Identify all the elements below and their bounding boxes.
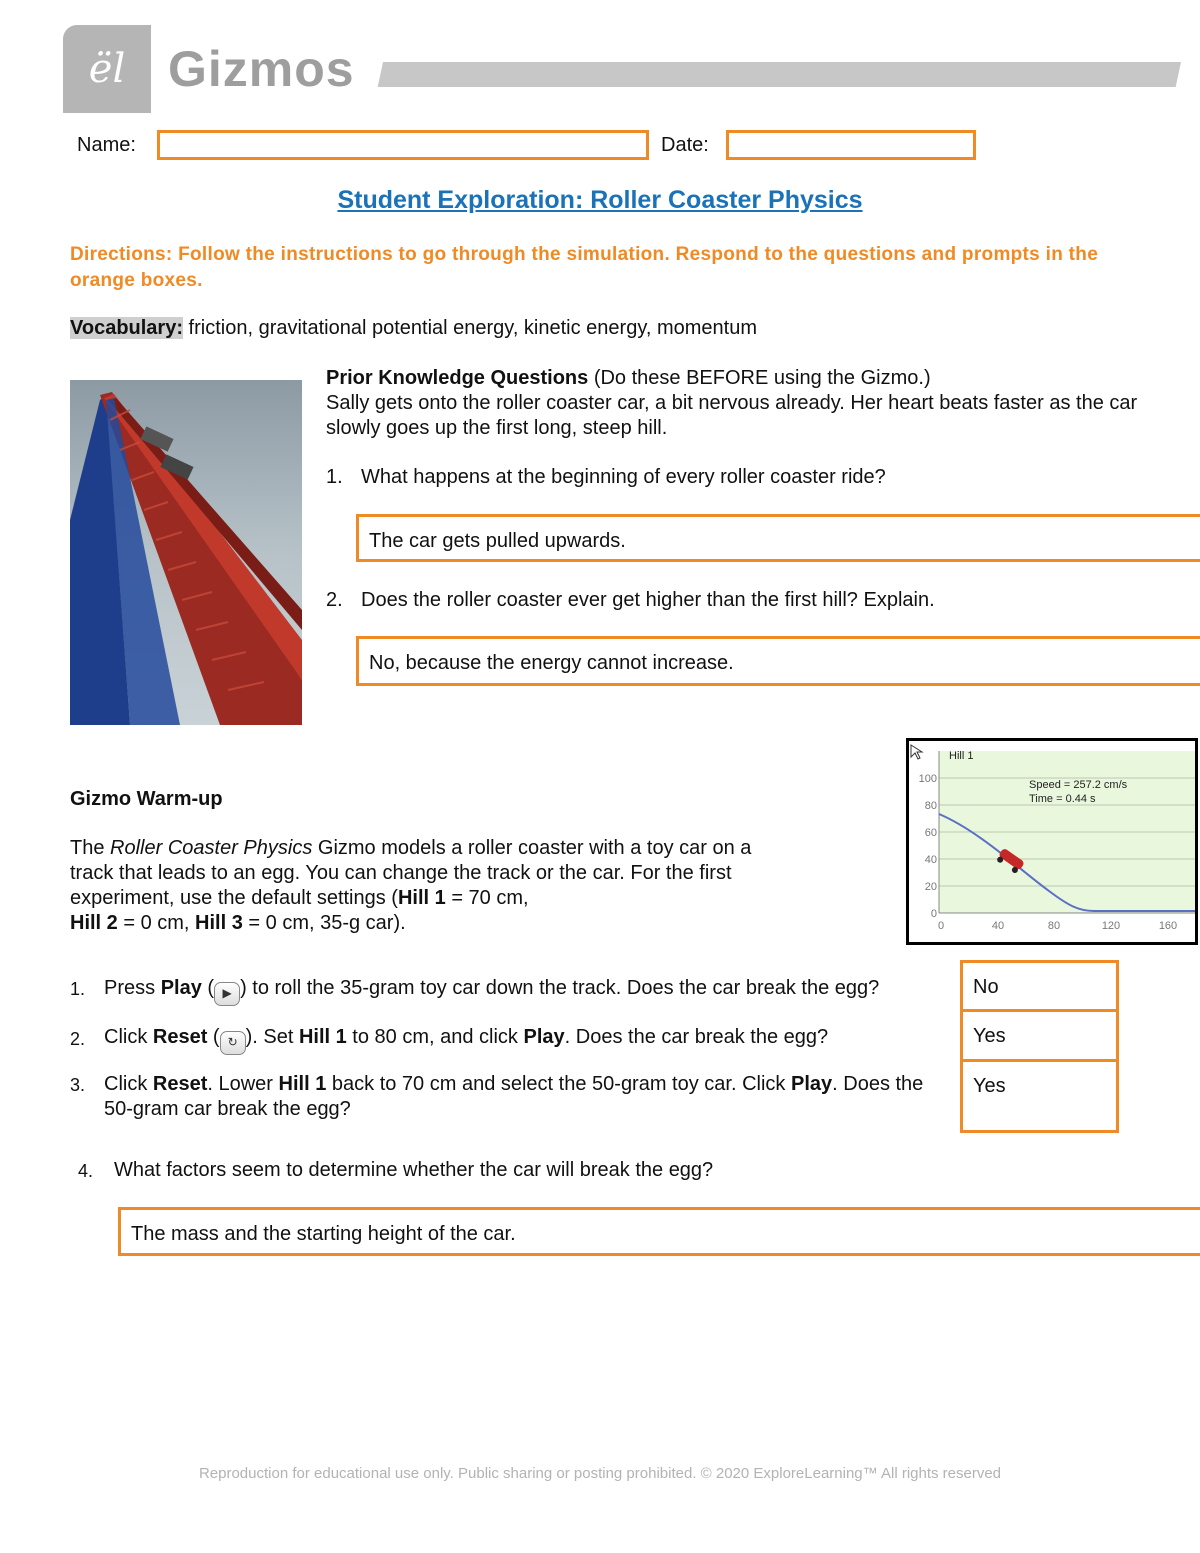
date-field[interactable] [726, 130, 976, 160]
hill3-label: Hill 3 [195, 912, 243, 934]
q1-part: ) to roll the 35-gram toy car down the track. Does the car break the egg? [240, 977, 880, 999]
warmup-q1-answer[interactable]: No [960, 960, 1119, 1012]
q2-part: to 80 cm, and click [346, 1026, 524, 1048]
vocabulary-label: Vocabulary: [70, 317, 183, 339]
gizmos-logo-text: Gizmos [168, 41, 355, 97]
hill1-label: Hill 1 [397, 887, 446, 909]
q2-part: ). Set [245, 1026, 299, 1048]
cursor-icon [911, 745, 922, 759]
warmup-q1-text [104, 976, 954, 1006]
x-tick: 40 [991, 920, 1005, 932]
warmup-q4-answer[interactable]: The mass and the starting height of the car. [118, 1207, 1200, 1256]
y-tick: 60 [924, 827, 937, 839]
reset-word: Reset [152, 1026, 208, 1048]
q2-part: ( [207, 1026, 220, 1048]
q3-part: Click [104, 1073, 153, 1095]
prior-q2-number: 2. [326, 589, 343, 611]
hill1-value: = 70 cm, [445, 887, 529, 909]
warmup-q3-answer[interactable]: Yes [960, 1059, 1119, 1133]
q2-part: Click [104, 1026, 153, 1048]
play-word: Play [523, 1026, 565, 1048]
name-label: Name: [77, 134, 136, 156]
gizmo-screenshot [906, 738, 1198, 945]
q1-part: Press [104, 977, 161, 999]
hill1-word: Hill 1 [298, 1026, 347, 1048]
y-tick: 80 [924, 800, 937, 812]
gizmo-name: Roller Coaster Physics [110, 837, 313, 859]
warmup-q3-text [104, 1072, 956, 1122]
graph-time: Time = 0.44 s [1029, 793, 1096, 805]
reset-word: Reset [152, 1073, 208, 1095]
prior-q1-answer[interactable]: The car gets pulled upwards. [356, 514, 1200, 562]
reset-icon: ↻ [220, 1031, 246, 1055]
prior-intro: Sally gets onto the roller coaster car, a bit nervous already. Her heart beats faster as the car slowly goes up the first long, steep hill. [326, 392, 1138, 439]
date-label: Date: [661, 134, 709, 156]
prior-heading-note: (Do these BEFORE using the Gizmo.) [588, 367, 931, 389]
prior-q1-number: 1. [326, 466, 343, 488]
hill-graph [909, 741, 1195, 942]
play-word: Play [160, 977, 202, 999]
directions-text: Directions: Follow the instructions to go through the simulation. Respond to the questions and prompts in the orange boxes. [70, 244, 1099, 291]
warmup-q2-text [104, 1025, 954, 1055]
play-word: Play [790, 1073, 833, 1095]
hill3-value: = 0 cm, 35-g car). [242, 912, 406, 934]
y-tick: 20 [924, 881, 937, 893]
hill2-label: Hill 2 [70, 912, 118, 934]
graph-speed: Speed = 257.2 cm/s [1029, 779, 1128, 791]
vocabulary-line [70, 317, 757, 340]
q3-part: back to 70 cm and select the 50-gram toy car. Click [326, 1073, 791, 1095]
prior-heading: Prior Knowledge Questions [326, 367, 589, 389]
prior-q2-text: Does the roller coaster ever get higher than the first hill? Explain. [361, 589, 935, 611]
header-bar [378, 62, 1181, 87]
warmup-heading: Gizmo Warm-up [70, 788, 223, 810]
warmup-q2-number: 2. [70, 1029, 86, 1049]
warmup-p-rest: Gizmo models a roller coaster with a toy car on a track that leads to an egg. You can change the track or the car. For the first experiment, use the default settings ( [70, 837, 752, 909]
hill2-value: = 0 cm, [117, 912, 196, 934]
warmup-paragraph [70, 836, 795, 936]
page-title: Student Exploration: Roller Coaster Physics [337, 186, 863, 214]
warmup-q1-number: 1. [70, 979, 86, 999]
hill1-word: Hill 1 [278, 1073, 327, 1095]
warmup-q4-text: What factors seem to determine whether the car will break the egg? [114, 1159, 714, 1181]
prior-q2-answer[interactable]: No, because the energy cannot increase. [356, 636, 1200, 686]
warmup-q4-number: 4. [78, 1161, 94, 1181]
warmup-q2-answer[interactable]: Yes [960, 1009, 1119, 1062]
logo-mark-text: ël [88, 46, 126, 92]
vocabulary-terms: friction, gravitational potential energy, kinetic energy, momentum [183, 317, 757, 339]
x-tick: 80 [1047, 920, 1061, 932]
q1-part: ( [201, 977, 215, 999]
prior-knowledge-block [326, 366, 1146, 441]
q3-part: . Lower [207, 1073, 279, 1095]
play-icon: ▶ [214, 982, 240, 1006]
prior-heading-line [326, 366, 1146, 391]
gizmos-logo-mark [63, 25, 151, 113]
y-tick: 100 [918, 773, 937, 785]
y-tick: 0 [930, 908, 937, 920]
x-tick: 160 [1158, 920, 1178, 932]
q2-part: . Does the car break the egg? [564, 1026, 829, 1048]
q3-part: . Does the 50-gram car break the egg? [104, 1073, 924, 1120]
prior-q1-text: What happens at the beginning of every roller coaster ride? [361, 466, 886, 488]
roller-coaster-photo [70, 380, 302, 725]
x-tick: 0 [937, 920, 945, 932]
name-field[interactable] [157, 130, 649, 160]
y-tick: 40 [924, 854, 937, 866]
x-tick: 120 [1101, 920, 1121, 932]
footer-copyright: Reproduction for educational use only. Public sharing or posting prohibited. © 2020 ExploreLearning™ All rights reserved [198, 1465, 1002, 1482]
warmup-q3-number: 3. [70, 1075, 86, 1095]
warmup-p-the: The [70, 837, 111, 859]
graph-title: Hill 1 [949, 750, 974, 762]
